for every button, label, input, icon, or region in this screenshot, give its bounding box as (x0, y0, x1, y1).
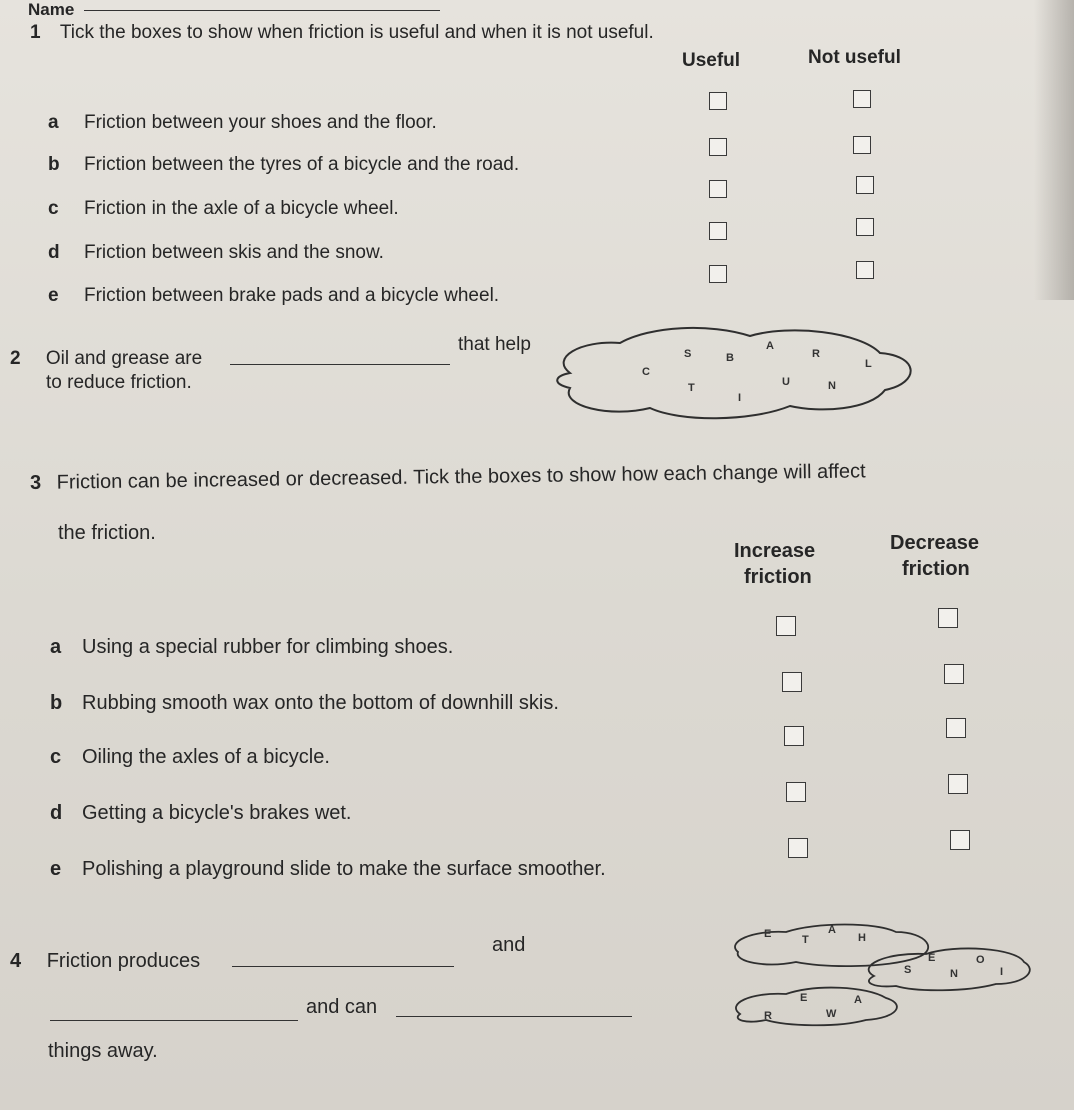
q4-cloud1-letter-2: T (802, 934, 809, 946)
q1-col-not-useful: Not useful (808, 47, 901, 68)
q3-b-decrease-checkbox[interactable] (944, 664, 964, 684)
q1-e-useful-checkbox[interactable] (709, 265, 727, 283)
q3-e-increase-checkbox[interactable] (788, 838, 808, 858)
q4-cloud2-letter-1: S (904, 964, 912, 976)
q2-cloud-letter-10: N (828, 380, 836, 392)
q1-a-useful-checkbox[interactable] (709, 92, 727, 110)
q3-c-increase-checkbox[interactable] (784, 726, 804, 746)
q3-heading: 3 Friction can be increased or decreased. Tick the boxes to show how each change will affect (29, 460, 866, 494)
q2-that-help: that help (458, 334, 531, 355)
q1-b-useful-checkbox[interactable] (709, 138, 727, 156)
q3-d-increase-checkbox[interactable] (786, 782, 806, 802)
q3-a-increase-checkbox[interactable] (776, 616, 796, 636)
q4-line1: 4 Friction produces (10, 950, 201, 972)
q2-cloud-letter-4: R (812, 348, 820, 360)
q2-cloud-letter-8: I (738, 392, 742, 404)
q1-item-a: a Friction between your shoes and the floor. (48, 112, 437, 133)
q4-cloud1-letter-3: A (828, 924, 836, 936)
q1-c-not-useful-checkbox[interactable] (856, 176, 874, 194)
q2-answer-line[interactable] (230, 364, 450, 365)
q2-number: 2 (10, 348, 21, 369)
q4-and-1: and (492, 934, 526, 956)
q3-item-e: e Polishing a playground slide to make the surface smoother. (50, 858, 606, 880)
q4-cloud3-letter-1: R (764, 1010, 772, 1022)
q4-cloud3-letter-2: E (800, 992, 808, 1004)
q3-d-decrease-checkbox[interactable] (948, 774, 968, 794)
q2-line1: 2 Oil and grease are (10, 348, 203, 369)
q4-answer-line-1[interactable] (232, 966, 454, 967)
q4-number: 4 (10, 950, 22, 972)
q4-cloud1-letter-4: H (858, 932, 866, 944)
q4-cloud2-letter-4: O (976, 954, 985, 966)
q4-answer-line-3[interactable] (396, 1016, 632, 1017)
q1-item-c: c Friction in the axle of a bicycle wheel. (48, 198, 399, 219)
q3-item-b: b Rubbing smooth wax onto the bottom of downhill skis. (50, 692, 559, 714)
q3-col-increase-2: friction (744, 566, 812, 588)
q2-cloud-letter-5: L (865, 358, 872, 370)
q3-heading-line2: the friction. (58, 522, 156, 544)
q2-cloud-letter-3: A (766, 340, 774, 352)
q4-answer-line-2[interactable] (50, 1020, 298, 1021)
q3-e-decrease-checkbox[interactable] (950, 830, 970, 850)
q2-word-cloud (540, 318, 920, 428)
q2-cloud-letter-6: C (642, 366, 650, 378)
q3-number: 3 (29, 471, 42, 494)
q1-c-useful-checkbox[interactable] (709, 180, 727, 198)
q4-cloud2-letter-2: E (928, 952, 936, 964)
q1-item-d: d Friction between skis and the snow. (48, 242, 384, 263)
q3-c-decrease-checkbox[interactable] (946, 718, 966, 738)
q4-and-can: and can (306, 996, 378, 1018)
q3-item-a: a Using a special rubber for climbing shoes. (50, 636, 454, 658)
q2-cloud-letter-2: B (726, 352, 734, 364)
q1-a-not-useful-checkbox[interactable] (853, 90, 871, 108)
q1-d-not-useful-checkbox[interactable] (856, 218, 874, 236)
q4-word-clouds (726, 918, 1036, 1028)
q1-item-b: b Friction between the tyres of a bicycle and the road. (48, 154, 520, 175)
q1-heading (30, 22, 654, 44)
q1-col-useful: Useful (682, 50, 741, 71)
page-edge-shadow (1034, 0, 1074, 300)
q1-e-not-useful-checkbox[interactable] (856, 261, 874, 279)
q3-b-increase-checkbox[interactable] (782, 672, 802, 692)
q3-col-decrease-1: Decrease (890, 532, 979, 554)
q4-cloud2-letter-3: N (950, 968, 958, 980)
q1-text: Tick the boxes to show when friction is useful and when it is not useful. (59, 22, 654, 43)
q4-cloud3-letter-4: A (854, 994, 862, 1006)
q1-item-e: e Friction between brake pads and a bicycle wheel. (48, 285, 500, 306)
q2-cloud-letter-9: U (782, 376, 790, 388)
q1-number: 1 (30, 22, 41, 43)
q3-item-d: d Getting a bicycle's brakes wet. (50, 802, 352, 824)
q1-d-useful-checkbox[interactable] (709, 222, 727, 240)
q2-line2: to reduce friction. (46, 372, 192, 393)
name-label: Name (28, 0, 75, 19)
q4-cloud2-letter-5: I (1000, 966, 1004, 978)
name-line[interactable] (84, 10, 440, 11)
q3-col-increase-1: Increase (734, 540, 816, 562)
q1-b-not-useful-checkbox[interactable] (853, 136, 871, 154)
q4-line3: things away. (48, 1040, 158, 1062)
q4-cloud3-letter-3: W (826, 1008, 837, 1020)
q4-cloud1-letter-1: E (764, 928, 772, 940)
q2-cloud-letter-1: S (684, 348, 692, 360)
q3-col-decrease-2: friction (902, 558, 970, 580)
q3-a-decrease-checkbox[interactable] (938, 608, 958, 628)
q3-item-c: c Oiling the axles of a bicycle. (50, 746, 330, 768)
q2-cloud-letter-7: T (688, 382, 695, 394)
